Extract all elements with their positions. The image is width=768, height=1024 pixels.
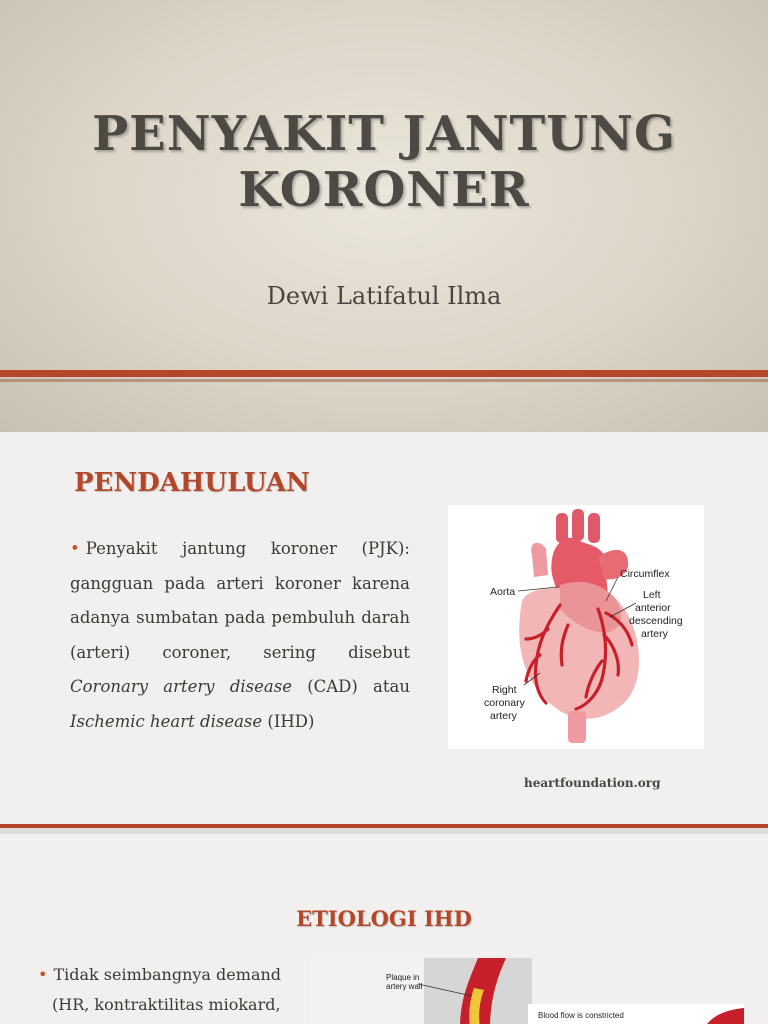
bullet-paragraph: [70, 532, 410, 739]
image-credit: heartfoundation.org: [524, 776, 661, 790]
bullet-text-part1: Penyakit jantung koroner (PJK): gangguan pada arteri koroner karena adanya sumbatan pada pembuluh darah (arteri) coroner, sering disebut: [70, 539, 410, 662]
vessel-3: [588, 513, 600, 543]
title-line-1: PENYAKIT JANTUNG: [92, 106, 676, 162]
plaque-label-1: Plaque in: [386, 973, 420, 982]
label-lad-4: artery: [641, 628, 668, 640]
slide-heading: ETIOLOGI IHD: [296, 906, 472, 931]
heart-diagram: [448, 505, 704, 749]
accent-band: [0, 370, 768, 377]
constriction-diagram: [528, 1004, 744, 1024]
bullet-line-1: [38, 960, 288, 990]
title-line-2: KORONER: [238, 162, 530, 218]
etiology-slide: [0, 834, 768, 1024]
vessel-1: [556, 513, 568, 543]
accent-band-shadow: [0, 379, 768, 382]
label-rca-2: coronary: [484, 697, 525, 709]
plaque-illustration: [310, 958, 532, 1024]
label-circumflex: Circumflex: [620, 568, 670, 580]
intro-slide: [0, 432, 768, 828]
label-aorta: Aorta: [490, 586, 516, 598]
slide-title: [0, 106, 768, 218]
descending-vessel: [568, 711, 586, 743]
bullet-text-part2: (CAD) atau: [291, 677, 410, 696]
bullet-text-part3: (IHD): [262, 711, 315, 731]
term-ihd: Ischemic heart disease: [70, 711, 263, 731]
plaque-diagram: [310, 958, 532, 1024]
bullet-icon: •: [38, 965, 48, 984]
bullet-paragraph: [38, 960, 288, 1020]
constricted-vessel: [704, 1008, 744, 1024]
flow-label: Blood flow is constricted: [538, 1011, 624, 1020]
label-lad-1: Left: [643, 589, 661, 601]
vena-cava: [531, 543, 548, 577]
label-rca-1: Right: [492, 684, 517, 696]
author-name: Dewi Latifatul Ilma: [266, 282, 502, 310]
heart-illustration: [448, 505, 704, 749]
slide-heading: PENDAHULUAN: [74, 468, 310, 498]
slide-bottom-rule: [0, 824, 768, 828]
bullet-text-1: Tidak seimbangnya demand: [53, 965, 282, 984]
label-lad-3: descending: [629, 615, 683, 627]
term-cad: Coronary artery disease: [70, 677, 292, 696]
label-lad-2: anterior: [635, 602, 671, 614]
bullet-line-2: (HR, kontraktilitas miokard,: [52, 995, 281, 1014]
title-slide: [0, 0, 768, 432]
bullet-icon: •: [70, 539, 80, 558]
constriction-illustration: [528, 1004, 744, 1024]
vessel-2: [572, 509, 584, 541]
plaque-label-2: artery wall: [386, 982, 423, 991]
label-rca-3: artery: [490, 710, 517, 722]
